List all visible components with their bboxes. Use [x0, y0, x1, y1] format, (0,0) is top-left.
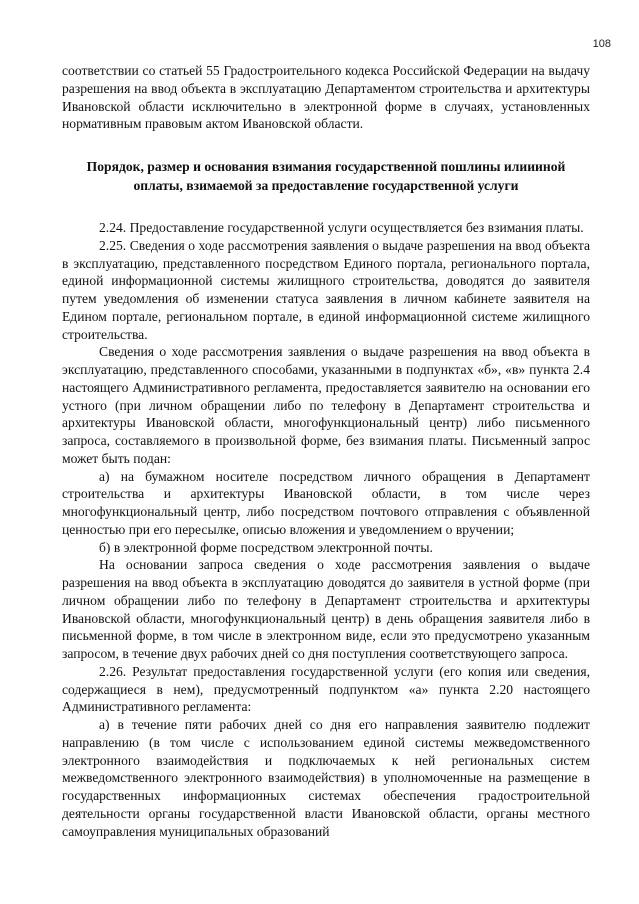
paragraph-option-a: а) на бумажном носителе посредством личного обращения в Департамент строительства и архитектуры Ивановской области, в том числе через многофункциональный центр, либо посредством почтового отправления с объявленной ценностью при его пересылке, описью вложения и уведомлением о вручении;	[62, 468, 590, 537]
paragraph-status-info: Сведения о ходе рассмотрения заявления о выдаче разрешения на ввод объекта в эксплуатацию, представленного способами, указанными в подпунктах «б», «в» пункта 2.4 настоящего Административного регламента, предоставляется заявителю на основании его устного (при личном обращении либо по телефону в Департамент строительства и архитектуры Ивановской области, многофункциональный центр) либо письменного запроса, составляемого в произвольной форме, без взимания платы. Письменный запрос может быть подан:	[62, 344, 590, 466]
spacer	[62, 205, 590, 219]
paragraph-2-24: 2.24. Предоставление государственной услуги осуществляется без взимания платы.	[99, 220, 584, 235]
section-heading: Порядок, размер и основания взимания государственной пошлины илиииной оплаты, взимаемой за предоставление государственной услуги	[86, 159, 566, 193]
document-body	[62, 62, 590, 840]
paragraph-request-basis: На основании запроса сведения о ходе рассмотрения заявления о выдаче разрешения на ввод объекта в эксплуатацию доводятся до заявителя в устной форме (при личном обращении либо по телефону в Департамент строительства и архитектуры Ивановской области, многофункциональный центр) в день обращения заявителя либо в письменной форме, в том числе в электронном виде, если это предусмотрено указанным запросом, в течение двух рабочих дней со дня поступления соответствующего запроса.	[62, 557, 590, 661]
paragraph-option-b: б) в электронной форме посредством электронной почты.	[99, 539, 433, 555]
paragraph-2-26-a: а) в течение пяти рабочих дней со дня его направления заявителю подлежит направлению (в том числе с использованием единой системы межведомственного электронного взаимодействия и подключаемых к ней региональных систем межведомственного электронного взаимодействия) в уполномоченные на размещение в государственных информационных системах обеспечения градостроительной деятельности органы государственной власти Ивановской области, органы местного самоуправления муниципальных образований	[62, 717, 590, 839]
paragraph-2-26: 2.26. Результат предоставления государственной услуги (его копия или сведения, содержащиеся в нем), предусмотренный подпунктом «а» пункта 2.20 настоящего Административного регламента:	[62, 663, 590, 715]
page-number: 108	[592, 38, 611, 50]
intro-paragraph: соответствии со статьей 55 Градостроительного кодекса Российской Федерации на выдачу разрешения на ввод объекта в эксплуатацию Департаментом строительства и архитектуры Ивановской области исключительно в электронной форме в случаях, установленных нормативным правовым актом Ивановской области.	[62, 63, 590, 132]
paragraph-2-25: 2.25. Сведения о ходе рассмотрения заявления о выдаче разрешения на ввод объекта в эксплуатацию, представленного посредством Единого портала, регионального портала, единой информационной системы жилищного строительства, доводятся до заявителя путем уведомления об изменении статуса заявления в личном кабинете заявителя на Едином портале, региональном портале, в единой информационной системе жилищного строительства.	[62, 237, 590, 342]
